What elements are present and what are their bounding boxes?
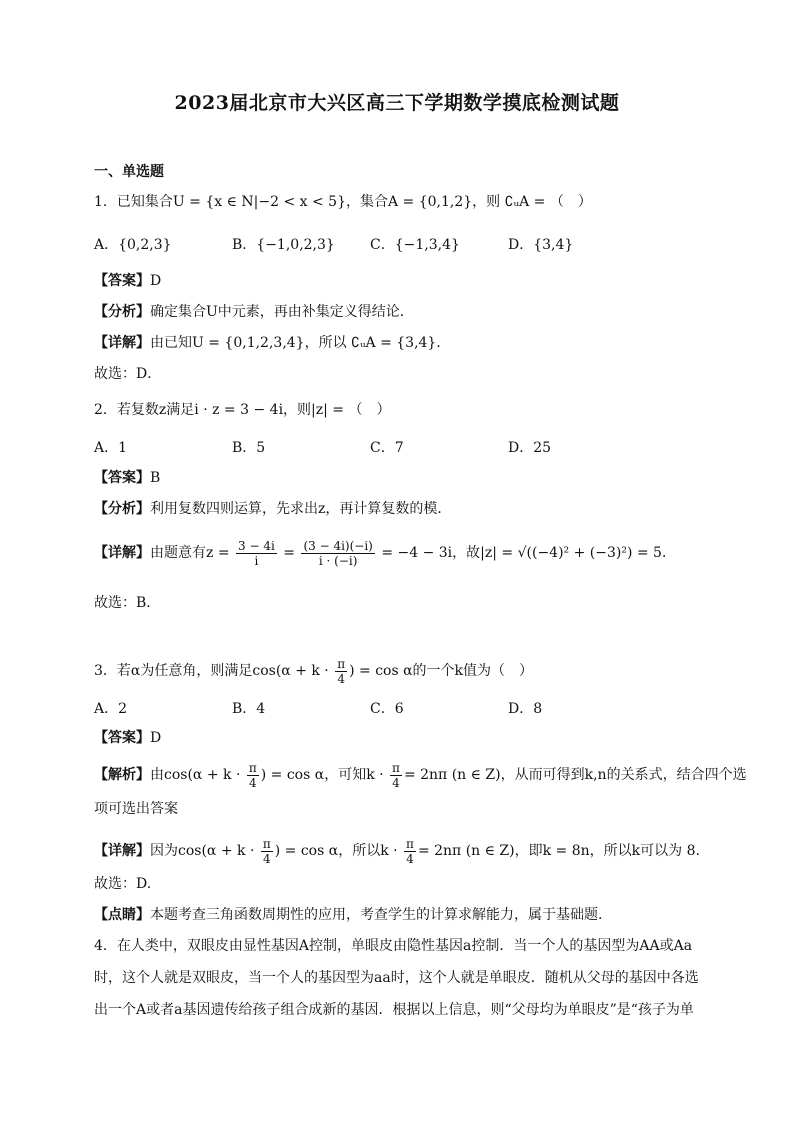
- q2-detail-pre: 由题意有z =: [150, 545, 230, 561]
- four-denominator: 4: [262, 851, 271, 866]
- comment-label: 【点睛】: [94, 907, 150, 923]
- page-title: 2023届北京市大兴区高三下学期数学摸底检测试题: [174, 92, 620, 114]
- q2-stem: 2．若复数z满足i · z = 3 − 4i，则|z| = （ ）: [94, 402, 391, 418]
- q3-analysis-pre: 由cos: [150, 767, 188, 783]
- detail-label: 【详解】: [94, 545, 150, 561]
- q2-option-c[interactable]: C．7: [370, 440, 404, 456]
- q3-detail-fraction-1: [261, 837, 273, 866]
- q2-analysis-text: 利用复数四则运算，先求出z，再计算复数的模．: [150, 501, 452, 517]
- q1-analysis-text: 确定集合U中元素，再由补集定义得结论．: [150, 304, 414, 320]
- q1-answer-value: D: [150, 273, 162, 289]
- q1-option-a[interactable]: A．{0,2,3}: [94, 237, 172, 253]
- q3-comment-text: 本题考查三角函数周期性的应用，考查学生的计算求解能力，属于基础题.: [150, 907, 603, 923]
- q4-line-3: 出一个A或者a基因遗传给孩子组合成新的基因．根据以上信息，则“父母均为单眼皮”是“孩子为单: [94, 1002, 694, 1018]
- section-heading: 一、单选题: [94, 164, 164, 180]
- four-denominator: 4: [248, 775, 257, 790]
- q2-answer: [94, 468, 724, 488]
- pi-numerator: π: [392, 760, 400, 775]
- q3-detail-pre: 因为cos: [150, 843, 202, 859]
- q1-option-b[interactable]: B．{−1,0,2,3}: [232, 237, 335, 253]
- q3-option-d[interactable]: D．8: [508, 701, 543, 717]
- answer-label: 【答案】: [94, 273, 150, 289]
- q4-line-2: 时，这个人就是双眼皮，当一个人的基因型为aa时，这个人就是单眼皮．随机从父母的基因中各选: [94, 970, 699, 986]
- pi-numerator: π: [406, 836, 414, 851]
- pi-numerator: π: [248, 760, 257, 775]
- q1-option-c[interactable]: C．{−1,3,4}: [370, 237, 460, 253]
- q3-stem-post: ) = cos α的一个k值为（ ）: [349, 663, 534, 679]
- analysis-label: 【分析】: [94, 501, 150, 517]
- q2-equals: =: [283, 545, 295, 561]
- q2-detail: [94, 538, 724, 568]
- q4-line-1: 4．在人类中，双眼皮由显性基因A控制，单眼皮由隐性基因a控制．当一个人的基因型为AA或Aa: [94, 938, 693, 954]
- answer-label: 【答案】: [94, 470, 150, 486]
- q3-detail-mid: ) = cos α，所以k ·: [274, 843, 398, 859]
- q3-analysis-fraction-1: [247, 761, 259, 790]
- analysis2-label: 【解析】: [94, 767, 150, 783]
- q2-option-b[interactable]: B．5: [232, 440, 266, 456]
- q2-fraction-2-den: i · (−i): [318, 553, 358, 568]
- q3-option-b[interactable]: B．4: [232, 701, 266, 717]
- four-denominator: 4: [337, 671, 345, 686]
- q3-answer-value: D: [150, 730, 162, 746]
- q1-options: [94, 234, 734, 254]
- q2-analysis: [94, 499, 724, 519]
- q1-detail: [94, 333, 724, 353]
- detail-label: 【详解】: [94, 843, 150, 859]
- q2-fraction-1-den: i: [254, 553, 259, 568]
- q1-detail-text: 由已知U = {0,1,2,3,4}，所以 ∁ᵤA = {3,4}．: [150, 335, 451, 351]
- q1-analysis: [94, 302, 724, 322]
- q2-options: [94, 437, 734, 457]
- q3-stem: [94, 656, 724, 686]
- four-denominator: 4: [392, 775, 400, 790]
- q3-stem-pre: 3．若α为任意角，则满足cos: [94, 663, 276, 679]
- q3-comment: [94, 905, 724, 925]
- q3-detail-fraction-2: [404, 837, 416, 866]
- q3-detail-post: = 2nπ (n ∈ Z)，即k = 8n，所以k可以为 8.: [417, 843, 700, 859]
- q3-detail: [94, 836, 724, 866]
- q1-choice: 故选：D．: [94, 366, 162, 382]
- q1-stem: 1．已知集合U = {x ∈ N|−2 < x < 5}，集合A = {0,1,2}，则 ∁ᵤA = （ ）: [94, 194, 592, 210]
- q2-fraction-2: [301, 539, 374, 568]
- q3-analysis-fraction-2: [390, 761, 402, 790]
- q1-option-d[interactable]: D．{3,4}: [508, 237, 574, 253]
- q3-stem-fraction: [335, 657, 347, 686]
- q2-choice: 故选：B．: [94, 595, 161, 611]
- q3-option-c[interactable]: C．6: [370, 701, 404, 717]
- q2-fraction-2-num: (3 − 4i)(−i): [303, 538, 373, 553]
- q3-choice: 故选：D.: [94, 876, 152, 892]
- q3-analysis-line2: 项可选出答案: [94, 801, 178, 817]
- q3-option-a[interactable]: A．2: [94, 701, 128, 717]
- q2-option-a[interactable]: A．1: [94, 440, 128, 456]
- q3-stem-mid: (α + k ·: [275, 663, 329, 679]
- q3-analysis: [94, 760, 747, 790]
- q3-answer: [94, 728, 724, 748]
- detail-label: 【详解】: [94, 335, 150, 351]
- four-denominator: 4: [406, 851, 414, 866]
- q1-answer: [94, 271, 724, 291]
- q3-analysis-stem-mid: (α + k ·: [187, 767, 241, 783]
- q2-fraction-1-num: 3 − 4i: [238, 538, 275, 553]
- q2-fraction-1: [236, 539, 277, 568]
- q2-answer-value: B: [150, 470, 161, 486]
- q2-option-d[interactable]: D．25: [508, 440, 552, 456]
- answer-label: 【答案】: [94, 730, 150, 746]
- pi-numerator: π: [262, 836, 271, 851]
- q2-detail-post: = −4 − 3i，故|z| = √((−4)² + (−3)²) = 5．: [381, 545, 676, 561]
- analysis-label: 【分析】: [94, 304, 150, 320]
- pi-numerator: π: [337, 656, 346, 671]
- q3-analysis-post: = 2nπ (n ∈ Z)，从而可得到k,n的关系式，结合四个选: [403, 767, 747, 783]
- q3-options: [94, 698, 734, 718]
- q3-analysis-mid: ) = cos α，可知k ·: [260, 767, 384, 783]
- q3-detail-stem-mid: (α + k ·: [201, 843, 255, 859]
